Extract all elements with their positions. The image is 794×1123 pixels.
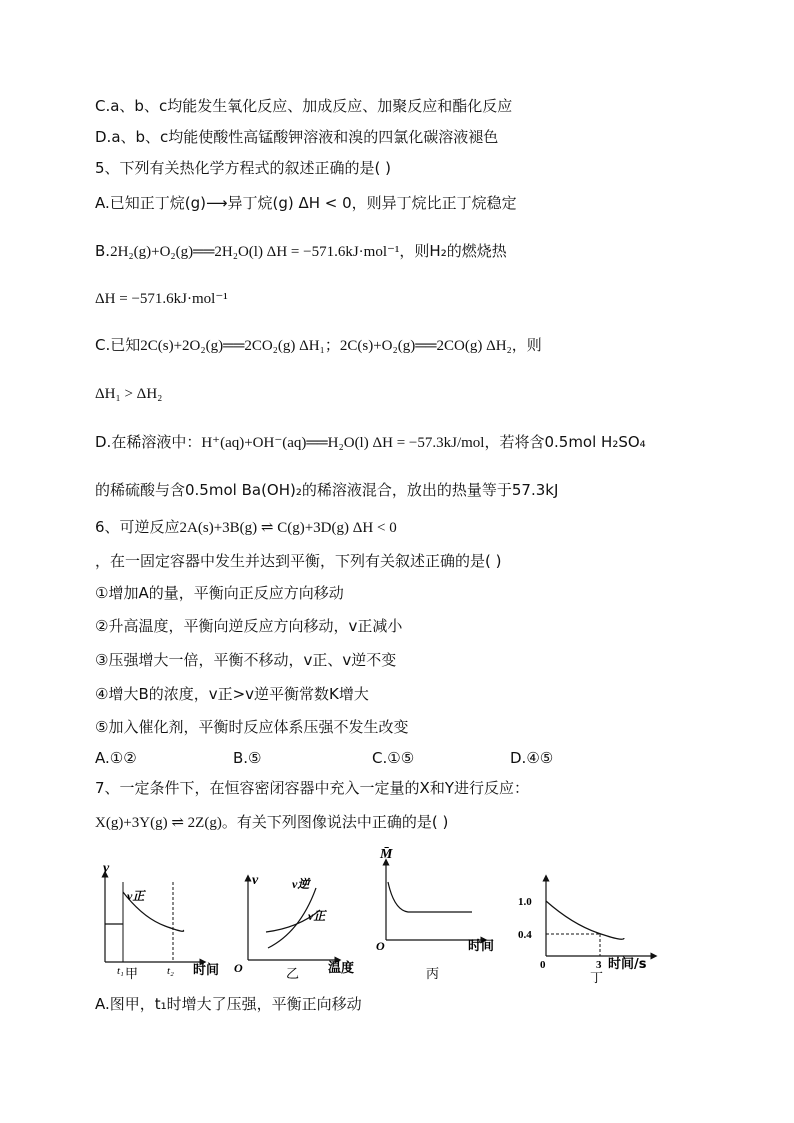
q5-option-d [95, 432, 646, 453]
q5-b-equation: 2H₂(g)+O₂(g)══2H₂O(l) ΔH = −571.6kJ·mol⁻¹ [110, 244, 400, 260]
q6-stem [95, 517, 397, 538]
q6-item-1: ①增加A的量，平衡向正反应方向移动 [95, 584, 344, 602]
q5-b-prefix: B. [95, 242, 111, 260]
jia-curve-label: v正 [127, 889, 145, 903]
ding-curve [546, 901, 624, 939]
ding-y-tick-1: 1.0 [518, 896, 532, 908]
q5-stem: 5、下列有关热化学方程式的叙述正确的是( ) [95, 159, 392, 177]
q5-c-sep: ； [324, 336, 340, 354]
q5-option-b [95, 241, 507, 262]
q6-item-4: ④增大B的浓度，v正>v逆平衡常数K增大 [95, 685, 369, 703]
bing-origin: O [376, 939, 385, 953]
q5-option-c [95, 335, 542, 356]
bing-x-label: 时间 [468, 939, 495, 954]
bing-y-label: M̄ [380, 847, 393, 862]
yi-curve1-label: v逆 [292, 877, 310, 891]
chart-jia [95, 852, 225, 982]
q5-d-suffix: ，若将含0.5mol H₂SO₄ [484, 433, 646, 451]
jia-y-label: v [103, 861, 110, 876]
bing-curve [388, 882, 472, 912]
q5-c-suffix: ，则 [511, 336, 542, 354]
chart-bing [362, 840, 502, 980]
yi-origin: O [234, 961, 243, 975]
q5-option-a: A.已知正丁烷(g)⟶异丁烷(g) ΔH < 0，则异丁烷比正丁烷稳定 [95, 194, 517, 212]
q5-b-continuation: ΔH = −571.6kJ·mol⁻¹ [95, 291, 228, 307]
q7-stem-cont: 。有关下列图像说法中正确的是( ) [221, 813, 449, 831]
q7-stem: 7、一定条件下，在恒容密闭容器中充入一定量的X和Y进行反应： [95, 779, 529, 797]
q6-stem-prefix: 6、可逆反应 [95, 518, 180, 536]
bing-caption: 丙 [426, 967, 440, 980]
q7-equation: X(g)+3Y(g) ⇌ 2Z(g) [95, 815, 222, 831]
q5-b-mid: ，则H₂的燃烧热 [399, 242, 507, 260]
q6-stem-cont: ，在一固定容器中发生并达到平衡，下列有关叙述正确的是( ) [95, 552, 502, 570]
q7-option-a: A.图甲，t₁时增大了压强，平衡正向移动 [95, 995, 362, 1013]
q4-option-d: D.a、b、c均能使酸性高锰酸钾溶液和溴的四氯化碳溶液褪色 [95, 128, 499, 146]
q6-option-d: D.④⑤ [510, 749, 554, 767]
q7-stem-line2 [95, 812, 448, 833]
yi-y-label: v [252, 873, 259, 888]
q5-c-equation-2: 2C(s)+O₂(g)══2CO(g) ΔH₂ [339, 338, 512, 354]
q6-option-a: A.①② [95, 749, 137, 767]
q5-d-continuation: 的稀硫酸与含0.5mol Ba(OH)₂的稀溶液混合，放出的热量等于57.3kJ [95, 481, 559, 499]
q5-c-continuation: ΔH₁ > ΔH₂ [95, 386, 163, 402]
jia-caption: 甲 [125, 967, 139, 982]
q5-d-equation: H⁺(aq)+OH⁻(aq)══H₂O(l) ΔH = −57.3kJ/mol [201, 435, 485, 451]
q5-c-equation-1: 2C(s)+2O₂(g)══2CO₂(g) ΔH₁ [140, 338, 325, 354]
ding-y-tick-2: 0.4 [518, 929, 532, 941]
ding-caption: 丁 [590, 971, 604, 984]
q5-c-prefix: C.已知 [95, 336, 141, 354]
jia-t2-label: t₂ [167, 965, 174, 977]
q6-item-5: ⑤加入催化剂，平衡时反应体系压强不发生改变 [95, 718, 409, 736]
q5-d-prefix: D.在稀溶液中： [95, 433, 202, 451]
jia-t1-label: t₁ [117, 965, 124, 977]
chart-yi [230, 852, 360, 982]
yi-caption: 乙 [286, 967, 300, 982]
ding-x-label: 时间/s [608, 957, 647, 972]
ding-x-tick: 3 [596, 959, 602, 971]
chart-ding [512, 872, 662, 984]
q6-option-c: C.①⑤ [372, 749, 415, 767]
yi-curve2-label: v正 [308, 909, 326, 923]
ding-origin: 0 [540, 959, 546, 971]
q6-item-2: ②升高温度，平衡向逆反应方向移动，v正减小 [95, 617, 403, 635]
q4-option-c: C.a、b、c均能发生氧化反应、加成反应、加聚反应和酯化反应 [95, 97, 513, 115]
q6-item-3: ③压强增大一倍，平衡不移动，v正、v逆不变 [95, 651, 397, 669]
q6-equation: 2A(s)+3B(g) ⇌ C(g)+3D(g) ΔH < 0 [179, 520, 397, 536]
yi-x-label: 温度 [328, 961, 355, 976]
jia-x-label: 时间 [193, 963, 220, 978]
q6-option-b: B.⑤ [233, 749, 262, 767]
